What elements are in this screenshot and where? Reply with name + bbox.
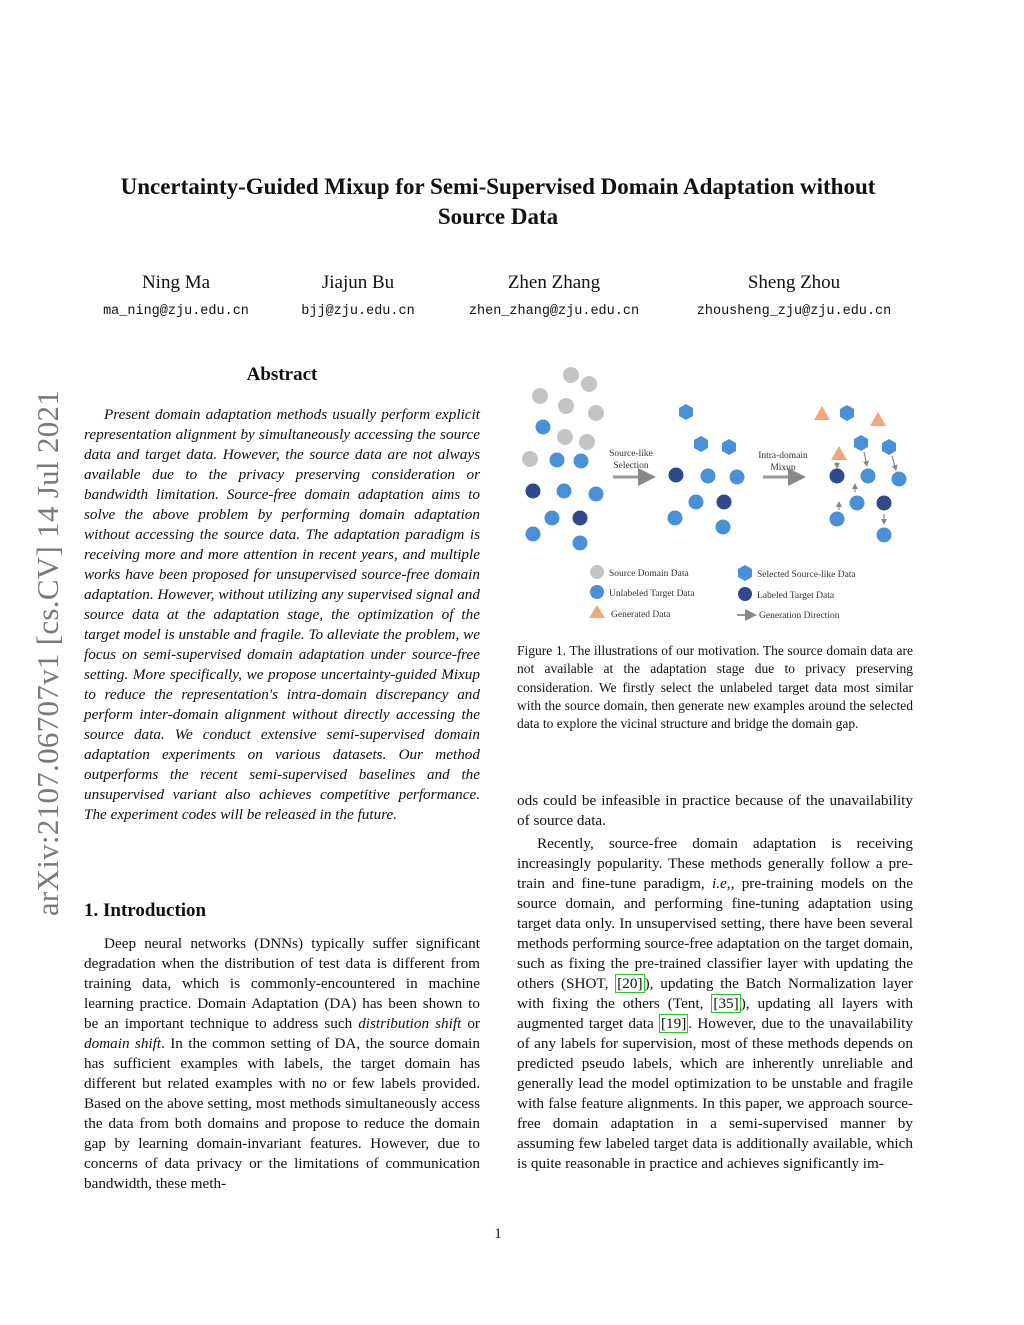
page-number: 1 bbox=[494, 1226, 502, 1242]
source-point bbox=[579, 434, 595, 450]
mixup-cluster bbox=[814, 405, 907, 543]
source-point bbox=[588, 405, 604, 421]
motivation-diagram bbox=[517, 362, 913, 632]
source-target-cluster bbox=[522, 367, 604, 551]
emphasis-term: distribution shift bbox=[358, 1015, 462, 1032]
citation-link[interactable]: [20] bbox=[617, 975, 643, 992]
selected-point bbox=[854, 435, 868, 451]
source-point bbox=[532, 388, 548, 404]
arxiv-id-text: arXiv:2107.06707v1 [cs.CV] 14 Jul 2021 bbox=[30, 389, 65, 917]
labeled-point bbox=[830, 469, 845, 484]
text-run: Deep neural networks (DNNs) typically suffer significant degradation when the distribution of test data is different from training data, which is commonly-encountered in machine learning practice. Domain Adaptation (DA) has been shown to be an important technique to address such bbox=[84, 935, 480, 1032]
legend-swatch-selected bbox=[738, 565, 752, 581]
author-email: zhousheng_zju@zju.edu.cn bbox=[696, 304, 892, 319]
legend-swatch-unlabeled bbox=[590, 585, 604, 599]
legend-swatch-labeled bbox=[738, 587, 752, 601]
source-point bbox=[563, 367, 579, 383]
source-point bbox=[522, 451, 538, 467]
legend-swatch-generated bbox=[589, 605, 605, 618]
generated-point bbox=[870, 412, 886, 426]
source-point bbox=[557, 429, 573, 445]
unlabeled-point bbox=[545, 511, 560, 526]
legend-label: Source Domain Data bbox=[609, 569, 689, 579]
unlabeled-point bbox=[716, 520, 731, 535]
unlabeled-point bbox=[892, 472, 907, 487]
legend-label: Labeled Target Data bbox=[757, 591, 835, 601]
figure-legend bbox=[589, 565, 856, 621]
generation-arrows bbox=[837, 452, 896, 524]
unlabeled-point bbox=[536, 420, 551, 435]
intro-paragraph bbox=[84, 934, 480, 1194]
labeled-point bbox=[669, 468, 684, 483]
unlabeled-point bbox=[557, 484, 572, 499]
selected-point bbox=[722, 439, 736, 455]
author-email: zhen_zhang@zju.edu.cn bbox=[468, 304, 640, 319]
unlabeled-point bbox=[689, 495, 704, 510]
figure-caption: Figure 1. The illustrations of our motivation. The source domain data are not available at the adaptation stage due to privacy preserving consideration. We firstly select the unlabeled target data most similar with the source domain, then generate new examples around the selected data to explore the vicinal structure and bridge the domain gap. bbox=[517, 643, 913, 732]
source-point bbox=[581, 376, 597, 392]
legend-label: Selected Source-like Data bbox=[757, 570, 856, 580]
unlabeled-point bbox=[877, 528, 892, 543]
author-email: bjj@zju.edu.cn bbox=[301, 304, 415, 319]
source-point bbox=[558, 398, 574, 414]
author-name: Jiajun Bu bbox=[321, 272, 395, 293]
text-run: . However, due to the unavailability of any labels for supervision, most of these methods depends on predicted pseudo labels, which are inherently unreliable and generally lead the model optimization to be unstable and fragile with false feature alignments. In this paper, we approach source-free domain adaptation in a semi-supervised manner by assuming few labeled target data is additionally available, which is quite reasonable in practice and achieves significantly im- bbox=[517, 1015, 913, 1172]
arrow-label: Mixup bbox=[770, 463, 796, 473]
labeled-point bbox=[877, 496, 892, 511]
legend-swatch-source bbox=[590, 565, 604, 579]
emphasis-term: domain shift bbox=[84, 1035, 162, 1052]
citation-link[interactable]: [35] bbox=[713, 995, 739, 1012]
selection-arrow bbox=[609, 449, 653, 477]
arrow-label: Source-like bbox=[609, 449, 653, 459]
unlabeled-point bbox=[861, 469, 876, 484]
author-block bbox=[282, 272, 434, 319]
text-run: , pre-training models on the source domain, and performing fine-tuning adaptation using target data only. In unsupervised setting, there have been several methods performing source-free adaptation on the target domain, such as fixing the pre-trained classifier layer with updating the others (SHOT, bbox=[517, 875, 913, 992]
unlabeled-point bbox=[589, 487, 604, 502]
selected-point bbox=[840, 405, 854, 421]
labeled-point bbox=[717, 495, 732, 510]
selected-cluster bbox=[668, 404, 745, 535]
author-block bbox=[680, 272, 908, 319]
labeled-point bbox=[526, 484, 541, 499]
unlabeled-point bbox=[850, 496, 865, 511]
author-block bbox=[84, 272, 268, 319]
text-run: . In the common setting of DA, the source domain has sufficient examples with labels, the target domain has different but related examples with no or few labels provided. Based on the above setting, most methods simultaneously access the data from both domains and propose to reduce the domain gap by learning domain-invariant features. However, due to concerns of data privacy or the limitations of communication bandwidth, these meth- bbox=[84, 1035, 480, 1192]
unlabeled-point bbox=[526, 527, 541, 542]
unlabeled-point bbox=[701, 469, 716, 484]
text-run: Recently, source-free domain adaptation is receiving increasingly popularity. These methods generally follow a pre-train and fine-tune paradigm, bbox=[517, 835, 913, 892]
section-heading-introduction: 1. Introduction bbox=[84, 900, 207, 921]
legend-label: Generated Data bbox=[611, 610, 671, 620]
author-name: Ning Ma bbox=[141, 272, 211, 293]
arxiv-identifier bbox=[18, 368, 78, 938]
unlabeled-point bbox=[550, 453, 565, 468]
labeled-point bbox=[573, 511, 588, 526]
generated-point bbox=[831, 446, 847, 460]
arrow-label: Selection bbox=[613, 461, 649, 471]
paragraph bbox=[517, 834, 913, 1174]
citation-link[interactable]: [19] bbox=[660, 1015, 687, 1032]
author-email: ma_ning@zju.edu.cn bbox=[103, 304, 249, 319]
selected-point bbox=[882, 439, 896, 455]
abstract-text: Present domain adaptation methods usually perform explicit representation alignment by simultaneously accessing the source data and target data. However, the source data are not always available due to the privacy preserving consideration or bandwidth limitation. Source-free domain adaptation aims to solve the above problem by performing domain adaptation without accessing the source data. The adaptation paradigm is receiving more and more attention in recent years, and multiple works have been proposed for unsupervised source-free domain adaptation. However, without utilizing any supervised signal and source data at the adaptation stage, the optimization of the target model is unstable and fragile. To alleviate the problem, we focus on semi-supervised domain adaptation under source-free setting. More specifically, we propose uncertainty-guided Mixup to reduce the representation's intra-domain discrepancy and perform inter-domain alignment without directly accessing the source data. We conduct extensive semi-supervised domain adaptation experiments on various datasets. Our method outperforms the recent semi-supervised baselines and the unsupervised variant also achieves competitive performance. The experiment codes will be released in the future. bbox=[84, 406, 480, 823]
selected-point bbox=[694, 436, 708, 452]
emphasis-term: i.e, bbox=[712, 875, 731, 892]
unlabeled-point bbox=[573, 536, 588, 551]
text-run: ), updating all layers with augmented target data bbox=[517, 995, 913, 1032]
abstract-heading: Abstract bbox=[246, 364, 318, 385]
legend-label: Unlabeled Target Data bbox=[609, 589, 695, 599]
author-block bbox=[454, 272, 654, 319]
text-run: ), updating the Batch Normalization layer with fixing the others (Tent, bbox=[517, 975, 913, 1012]
arrow-label: Intra-domain bbox=[758, 451, 808, 461]
selected-point bbox=[679, 404, 693, 420]
author-name: Sheng Zhou bbox=[747, 272, 841, 293]
text-run: or bbox=[461, 1015, 480, 1032]
author-name: Zhen Zhang bbox=[507, 272, 601, 293]
mixup-arrow bbox=[758, 451, 808, 477]
unlabeled-point bbox=[574, 454, 589, 469]
legend-label: Generation Direction bbox=[759, 611, 840, 621]
generated-point bbox=[814, 406, 830, 420]
unlabeled-point bbox=[730, 470, 745, 485]
figure-1 bbox=[517, 362, 913, 632]
unlabeled-point bbox=[830, 512, 845, 527]
paragraph: ods could be infeasible in practice because of the unavailability of source data. bbox=[517, 792, 913, 829]
unlabeled-point bbox=[668, 511, 683, 526]
paper-title: Uncertainty-Guided Mixup for Semi-Supervised Domain Adaptation without Source Data bbox=[120, 174, 876, 229]
right-column-text bbox=[517, 791, 913, 1174]
